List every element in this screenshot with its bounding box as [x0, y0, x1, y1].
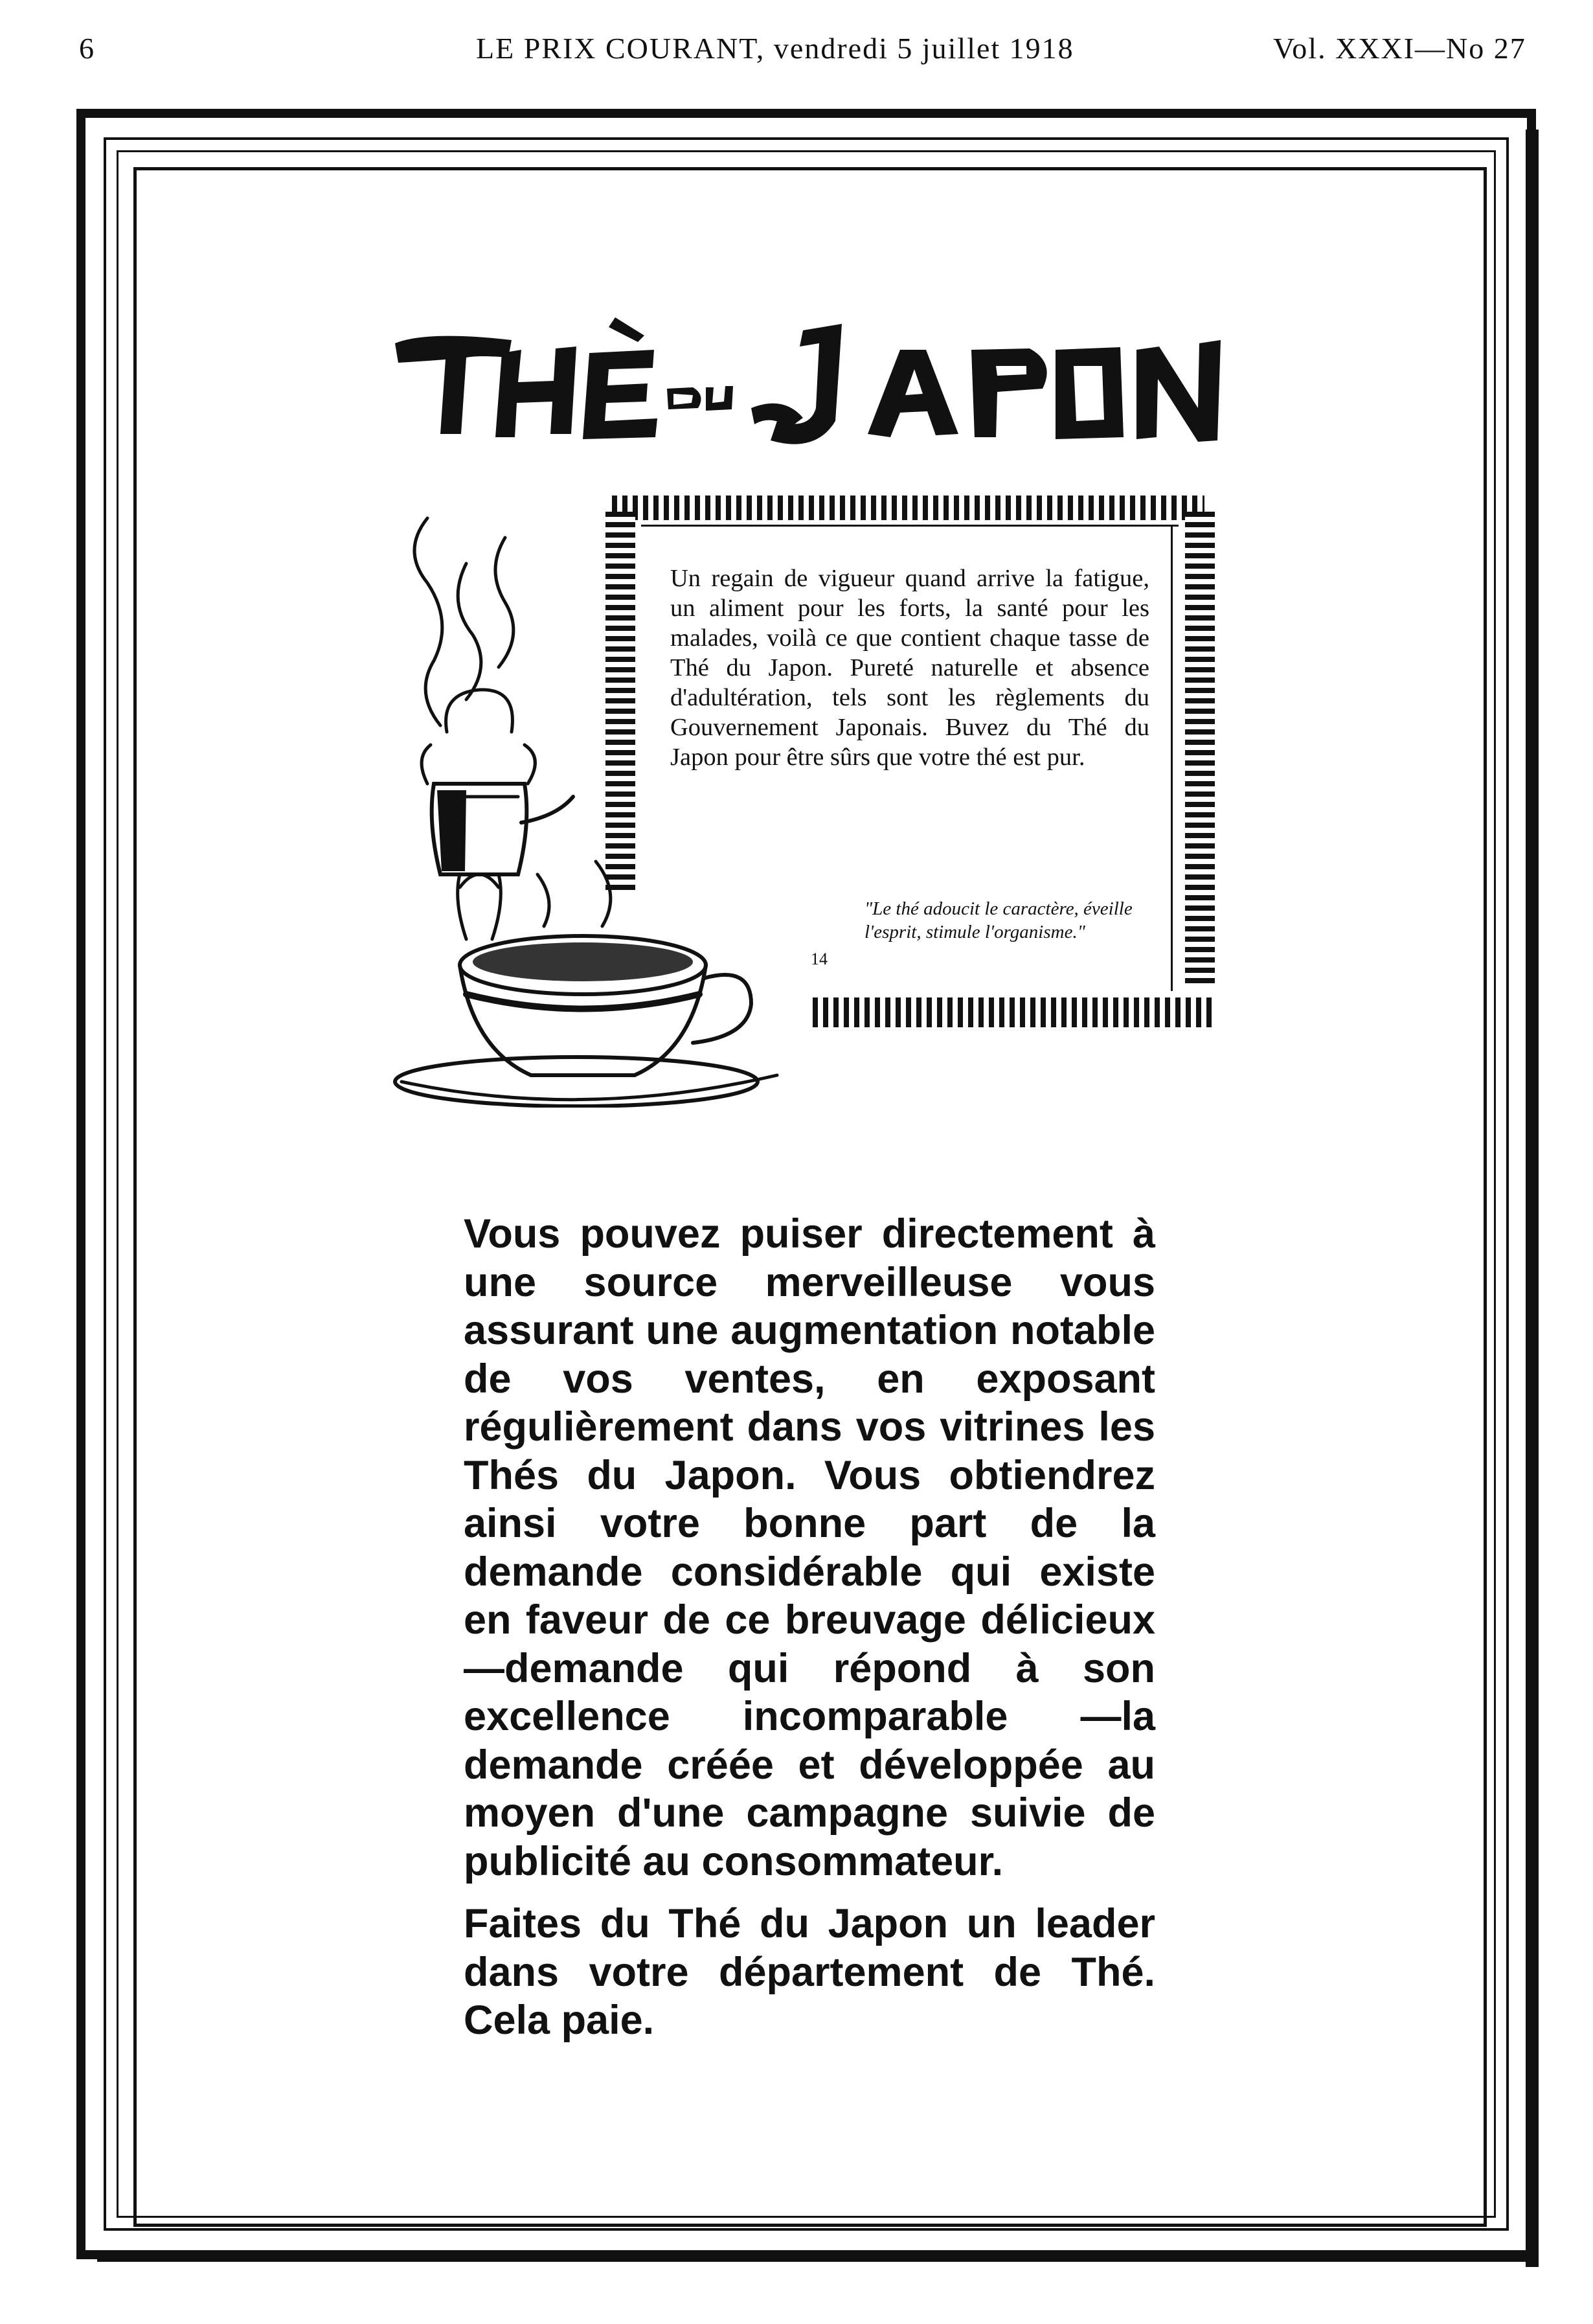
ad-quote: "Le thé adoucit le caractère, éveille l'esprit, stimule l'organisme." — [864, 898, 1133, 942]
page-number: 6 — [79, 32, 95, 65]
stripe-border-bottom — [813, 997, 1214, 1027]
teapot-and-cup-illustration — [389, 512, 796, 1108]
stripe-border-right — [1185, 512, 1215, 985]
the-du-japon-logo — [389, 304, 1224, 479]
box-number: 14 — [811, 950, 828, 968]
ad-body-paragraph-1: Vous pouvez puiser directement à une source merveilleuse vous assurant une augmentation notable de vos ventes, en exposant régulièrement dans vos vitrines les Thés du Japon. Vous obtiendrez ainsi votre bonne part de la demande considérable qui existe en faveur de ce breuvage délicieux—demande qui répond à son excellence incomparable —la demande créée et développée au moyen d'une campagne suivie de publicité au consommateur. — [464, 1211, 1155, 1884]
publication-line: LE PRIX COURANT, vendredi 5 juillet 1918 — [476, 32, 1074, 65]
ad-body-paragraph-2: Faites du Thé du Japon un leader dans votre département de Thé. Cela paie. — [464, 1901, 1155, 2043]
volume-number: Vol. XXXI—No 27 — [1273, 32, 1526, 65]
ad-blurb: Un regain de vigueur quand arrive la fatigue, un aliment pour les forts, la santé pour les malades, voilà ce que contient chaque tasse de Thé du Japon. Pureté naturelle et absence d'adultération, tels sont les règlements du Gouvernement Japonais. Buvez du Thé du Japon pour être sûrs que votre thé est pur. — [670, 565, 1149, 771]
ad-body-copy — [464, 1210, 1155, 2059]
inner-rule-right — [1171, 525, 1173, 991]
